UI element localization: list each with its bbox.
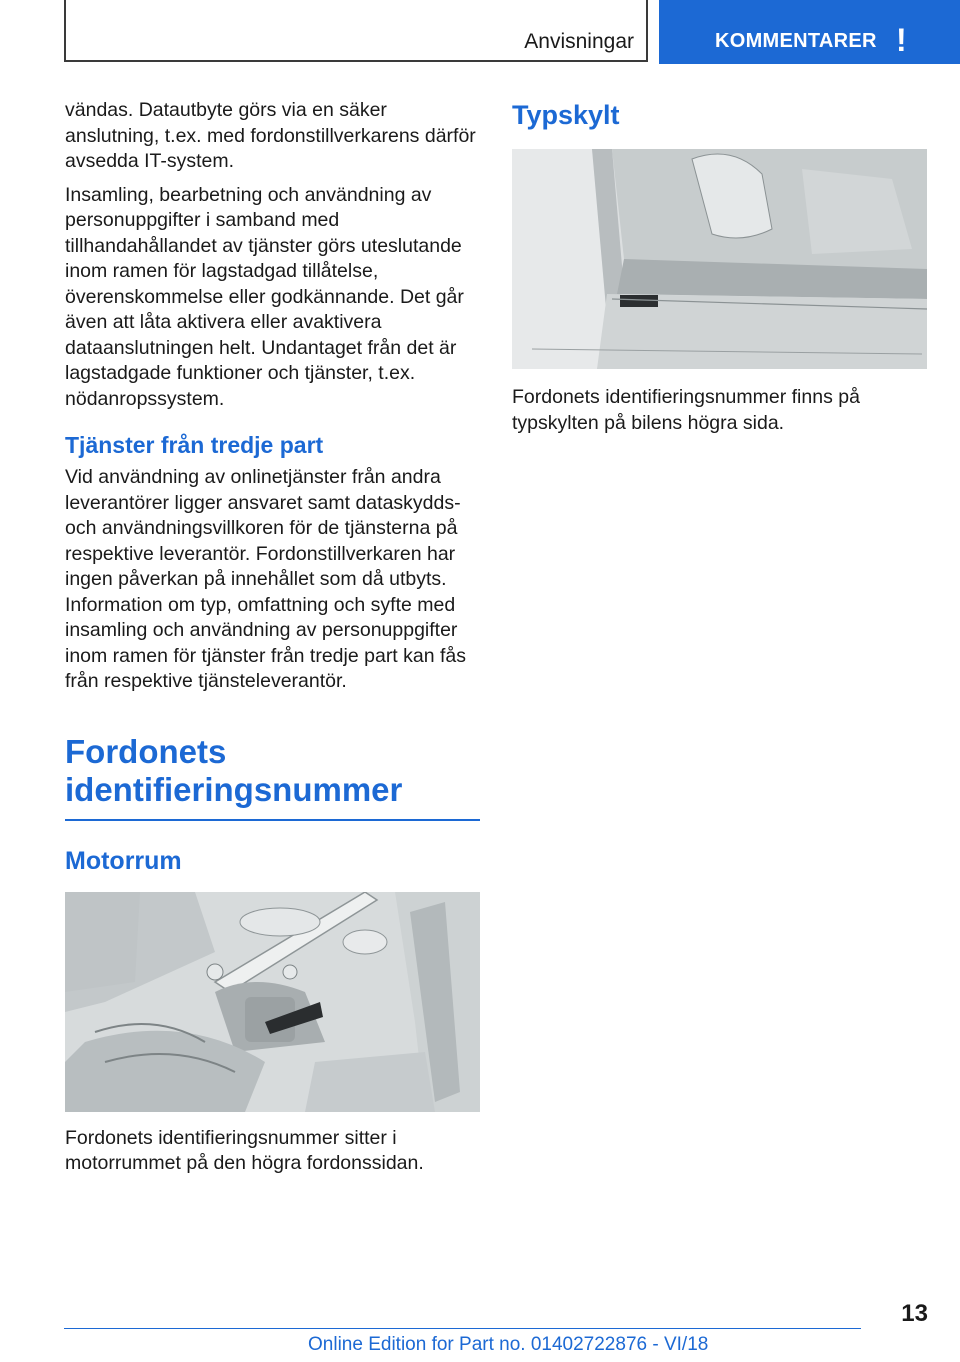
engine-bay-image bbox=[65, 892, 480, 1112]
heading-typskylt: Typskylt bbox=[512, 100, 620, 130]
main-heading: Fordonets identifieringsnummer bbox=[65, 733, 480, 821]
footer-divider bbox=[64, 1328, 861, 1329]
page-number: 13 bbox=[901, 1300, 928, 1327]
paragraph: Vid användning av onlinetjänster från andra leverantörer ligger ansvaret samt dataskydds- och användningsvillkoren för de tjänsterna på respektive leverantör. Fordonstillverkaren har ingen påverkan på innehållet som då utbyts. Information om typ, omfattning och syfte med insamling och användning av personuppgifter inom ramen för tjänster från tredje part kan fås från respektive tjänsteleverantör. bbox=[65, 466, 467, 692]
caption-engine: Fordonets identifieringsnummer sitter i motorrummet på den högra fordonssidan. bbox=[65, 1126, 424, 1174]
door-sill-image bbox=[512, 149, 927, 369]
right-column bbox=[512, 100, 927, 444]
tab-kommentarer-label: KOMMENTARER bbox=[715, 30, 877, 52]
left-column bbox=[65, 98, 480, 1185]
footer-edition: Online Edition for Part no. 01402722876 - VI/18 bbox=[308, 1334, 709, 1355]
heading-third-party: Tjänster från tredje part bbox=[65, 432, 324, 458]
paragraph: Insamling, bearbetning och användning av personuppgifter i samband med tillhandahållandet av tjänster görs uteslutande inom ramen för lagstadgad tillåtelse, överenskommelse eller godkännande. Det går även att låta aktivera eller avaktivera dataanslutningen helt. Undantaget från det är lagstadgade funktioner och tjänster, t.ex. nödanropssystem. bbox=[65, 183, 464, 410]
paragraph: vändas. Datautbyte görs via en säker anslutning, t.ex. med fordonstillverkarens därför avsedda IT-system. bbox=[65, 99, 476, 172]
caption-typeplate: Fordonets identifieringsnummer finns på typskylten på bilens högra sida. bbox=[512, 386, 860, 434]
heading-motorrum: Motorrum bbox=[65, 846, 182, 875]
exclamation-icon: ! bbox=[896, 22, 907, 58]
section-title: Anvisningar bbox=[524, 30, 634, 53]
tab-kommentarer[interactable] bbox=[659, 0, 960, 64]
